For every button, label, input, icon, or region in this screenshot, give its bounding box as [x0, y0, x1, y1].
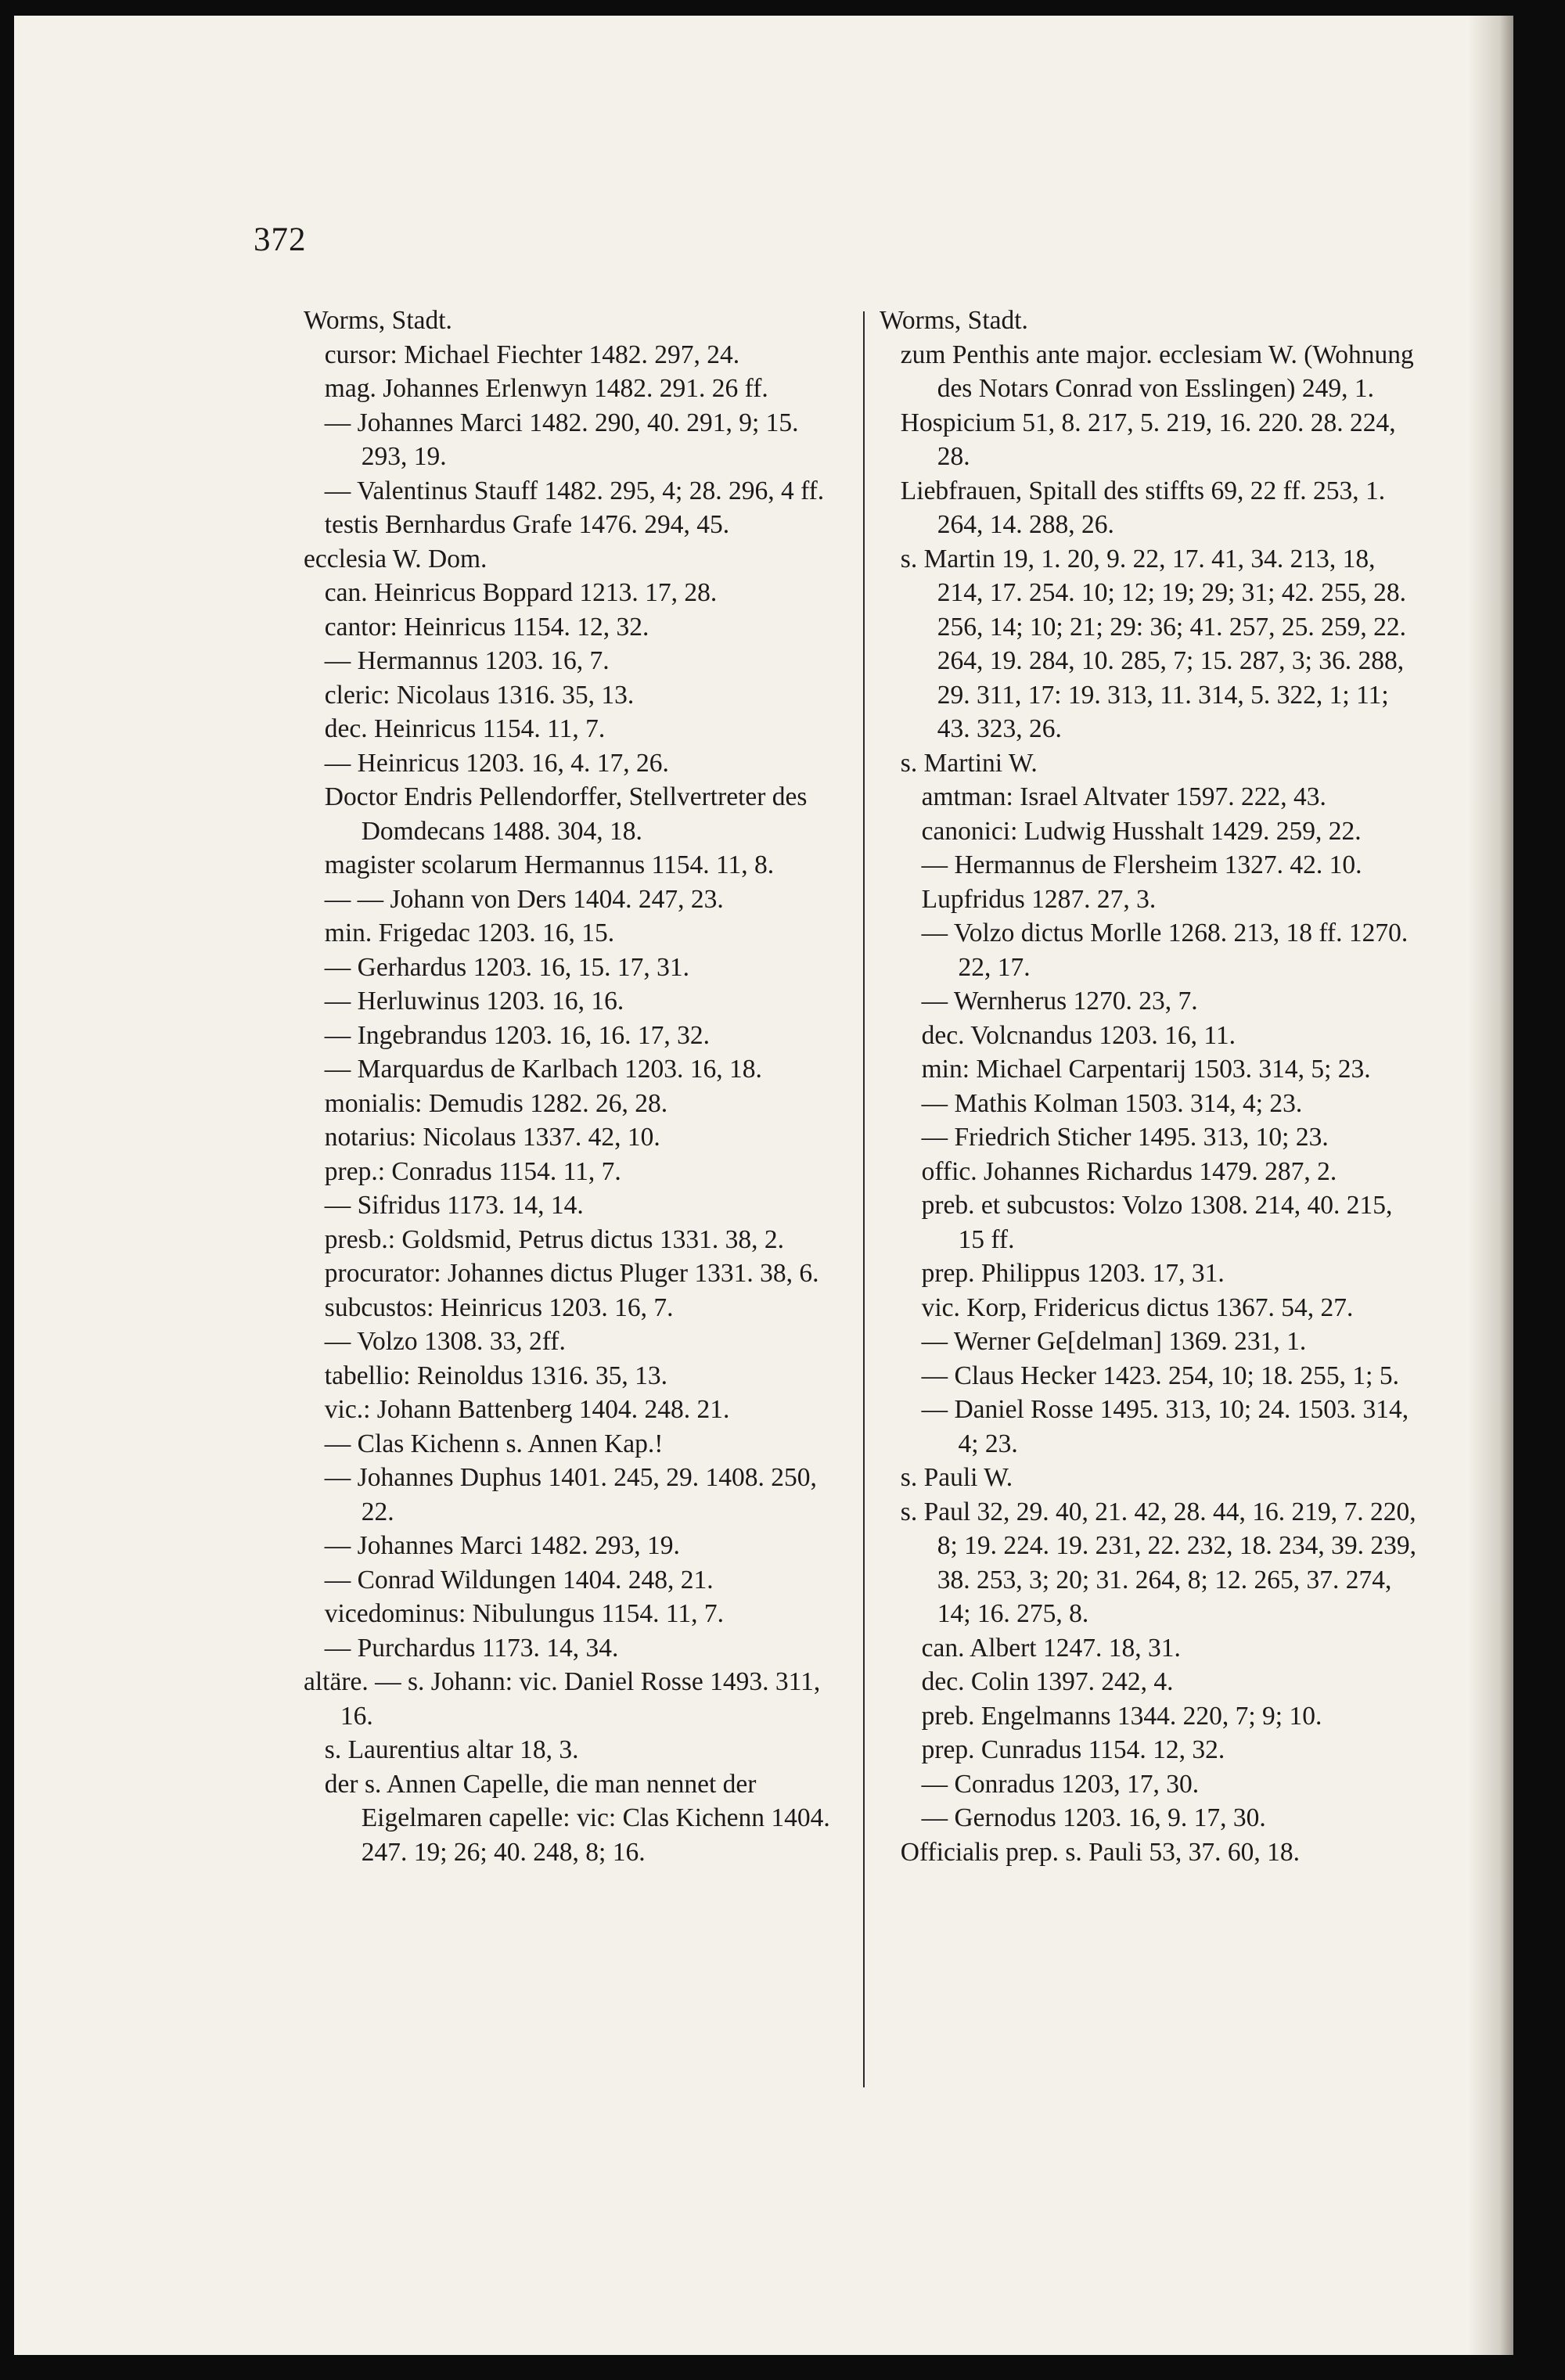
index-entry: — Conradus 1203, 17, 30.: [921, 1769, 1200, 1799]
index-entry: mag. Johannes Erlenwyn 1482. 291. 26 ff.: [324, 374, 768, 403]
index-entry: subcustos: Heinricus 1203. 16, 7.: [324, 1292, 674, 1322]
index-entry: — Purchardus 1173. 14, 34.: [324, 1633, 619, 1663]
page-gutter-shadow: [1468, 16, 1513, 2355]
index-entry: — Claus Hecker 1423. 254, 10; 18. 255, 1; 5.: [921, 1361, 1399, 1390]
index-entry: min. Frigedac 1203. 16, 15.: [324, 919, 615, 947]
index-entry: preb. et subcustos: Volzo 1308. 214, 40. 215, 15 ff.: [921, 1191, 1393, 1254]
index-entry: can. Heinricus Boppard 1213. 17, 28.: [324, 578, 718, 607]
index-entry: zum Penthis ante major. ecclesiam W. (Wohnung des Notars Conrad von Esslingen) 249, 1.: [900, 340, 1414, 403]
index-entry: altäre. — s. Johann: vic. Daniel Rosse 1493. 311, 16.: [304, 1667, 821, 1731]
index-entry: — Heinricus 1203. 16, 4. 17, 26.: [324, 748, 669, 778]
index-column-left: [304, 304, 844, 1869]
index-entry: dec. Colin 1397. 242, 4.: [921, 1667, 1174, 1696]
index-entry: dec. Volcnandus 1203. 16, 11.: [921, 1020, 1236, 1050]
index-entry: magister scolarum Hermannus 1154. 11, 8.: [324, 850, 775, 879]
index-entry: — Johannes Duphus 1401. 245, 29. 1408. 250, 22.: [324, 1463, 817, 1526]
index-entry: — Werner Ge[delman] 1369. 231, 1.: [921, 1327, 1307, 1356]
index-entry: Worms, Stadt.: [304, 306, 452, 335]
index-entry: — Herluwinus 1203. 16, 16.: [324, 987, 624, 1016]
index-entry: monialis: Demudis 1282. 26, 28.: [324, 1088, 668, 1118]
index-entry: tabellio: Reinoldus 1316. 35, 13.: [324, 1361, 668, 1390]
index-entry: vic.: Johann Battenberg 1404. 248. 21.: [324, 1395, 730, 1424]
index-entry: — Conrad Wildungen 1404. 248, 21.: [324, 1565, 714, 1594]
index-entry: — Volzo dictus Morlle 1268. 213, 18 ff. 1270. 22, 17.: [921, 919, 1408, 982]
index-entry: ecclesia W. Dom.: [304, 544, 487, 573]
index-entry: — Wernherus 1270. 23, 7.: [921, 987, 1198, 1016]
index-entry: procurator: Johannes dictus Pluger 1331. 38, 6.: [324, 1259, 819, 1288]
index-entry: — Volzo 1308. 33, 2ff.: [324, 1327, 566, 1356]
index-entry: — Ingebrandus 1203. 16, 16. 17, 32.: [324, 1020, 711, 1050]
index-entry: Worms, Stadt.: [880, 306, 1028, 335]
index-entry: presb.: Goldsmid, Petrus dictus 1331. 38, 2.: [324, 1224, 784, 1254]
column-divider: [863, 311, 865, 2087]
index-entry: Liebfrauen, Spitall des stiffts 69, 22 ff. 253, 1. 264, 14. 288, 26.: [900, 476, 1386, 539]
index-entry: — Gerhardus 1203. 16, 15. 17, 31.: [324, 952, 689, 982]
index-entry: offic. Johannes Richardus 1479. 287, 2.: [921, 1156, 1337, 1186]
index-entry: — Gernodus 1203. 16, 9. 17, 30.: [921, 1803, 1266, 1832]
index-entry: dec. Heinricus 1154. 11, 7.: [324, 714, 606, 743]
index-entry: — Hermannus de Flersheim 1327. 42. 10.: [921, 850, 1362, 879]
index-column-right: [880, 304, 1419, 1869]
index-entry: — — Johann von Ders 1404. 247, 23.: [324, 884, 724, 914]
index-entry: — Friedrich Sticher 1495. 313, 10; 23.: [921, 1123, 1329, 1152]
index-entry: vic. Korp, Fridericus dictus 1367. 54, 27.: [921, 1292, 1354, 1322]
index-entry: vicedominus: Nibulungus 1154. 11, 7.: [324, 1599, 725, 1628]
index-entry: prep.: Conradus 1154. 11, 7.: [324, 1156, 621, 1186]
page-number: 372: [254, 221, 307, 258]
index-entry: — Sifridus 1173. 14, 14.: [324, 1191, 584, 1220]
index-entry: Hospicium 51, 8. 217, 5. 219, 16. 220. 28. 224, 28.: [900, 408, 1396, 471]
index-entry: — Daniel Rosse 1495. 313, 10; 24. 1503. 314, 4; 23.: [921, 1395, 1409, 1458]
index-entry: — Valentinus Stauff 1482. 295, 4; 28. 296, 4 ff.: [324, 476, 825, 505]
index-entry: — Mathis Kolman 1503. 314, 4; 23.: [921, 1088, 1303, 1118]
index-entry: amtman: Israel Altvater 1597. 222, 43.: [921, 782, 1326, 811]
index-entry: — Johannes Marci 1482. 293, 19.: [324, 1531, 680, 1560]
index-entry: cleric: Nicolaus 1316. 35, 13.: [324, 680, 635, 710]
index-entry: Officialis prep. s. Pauli 53, 37. 60, 18.: [900, 1837, 1301, 1867]
index-entry: s. Martin 19, 1. 20, 9. 22, 17. 41, 34. 213, 18, 214, 17. 254. 10; 12; 19; 29; 31; 42. 255, 28. 256, 14; 10; 21; 29: 36; 41. 257, 25. 259, 22. 264, 19. 284, 10. 285, 7; 15. 287, 3; 36. 288, 29. 311, 17: 19. 313, 11. 314, 5. 322, 1; 11; 43. 323, 26.: [900, 544, 1406, 743]
index-entry: Doctor Endris Pellendorffer, Stellvertreter des Domdecans 1488. 304, 18.: [324, 782, 808, 846]
index-entry: Lupfridus 1287. 27, 3.: [921, 884, 1157, 914]
index-entry: — Clas Kichenn s. Annen Kap.!: [324, 1429, 664, 1458]
index-entry: — Johannes Marci 1482. 290, 40. 291, 9; 15. 293, 19.: [324, 408, 799, 471]
index-entry: der s. Annen Capelle, die man nennet der Eigelmaren capelle: vic: Clas Kichenn 1404. 247. 19; 26; 40. 248, 8; 16.: [324, 1769, 830, 1867]
index-entry: s. Pauli W.: [900, 1463, 1013, 1492]
index-entry: preb. Engelmanns 1344. 220, 7; 9; 10.: [921, 1701, 1322, 1731]
index-entry: s. Martini W.: [900, 748, 1038, 778]
index-entry: testis Bernhardus Grafe 1476. 294, 45.: [324, 510, 730, 539]
index-entry: s. Laurentius altar 18, 3.: [324, 1735, 579, 1764]
book-page: [14, 16, 1513, 2355]
index-entry: prep. Cunradus 1154. 12, 32.: [921, 1735, 1225, 1764]
index-entry: s. Paul 32, 29. 40, 21. 42, 28. 44, 16. 219, 7. 220, 8; 19. 224. 19. 231, 22. 232, 18. 234, 39. 239, 38. 253, 3; 20; 31. 264, 8; 12. 265, 37. 274, 14; 16. 275, 8.: [900, 1497, 1416, 1628]
index-entry: canonici: Ludwig Husshalt 1429. 259, 22.: [921, 816, 1362, 846]
index-entry: prep. Philippus 1203. 17, 31.: [921, 1259, 1225, 1288]
index-entry: — Marquardus de Karlbach 1203. 16, 18.: [324, 1055, 762, 1084]
index-entry: min: Michael Carpentarij 1503. 314, 5; 23.: [921, 1055, 1371, 1084]
index-entry: cursor: Michael Fiechter 1482. 297, 24.: [324, 340, 740, 369]
index-entry: — Hermannus 1203. 16, 7.: [324, 646, 610, 675]
index-entry: can. Albert 1247. 18, 31.: [921, 1633, 1181, 1663]
index-entry: notarius: Nicolaus 1337. 42, 10.: [324, 1123, 660, 1152]
index-entry: cantor: Heinricus 1154. 12, 32.: [324, 612, 649, 642]
